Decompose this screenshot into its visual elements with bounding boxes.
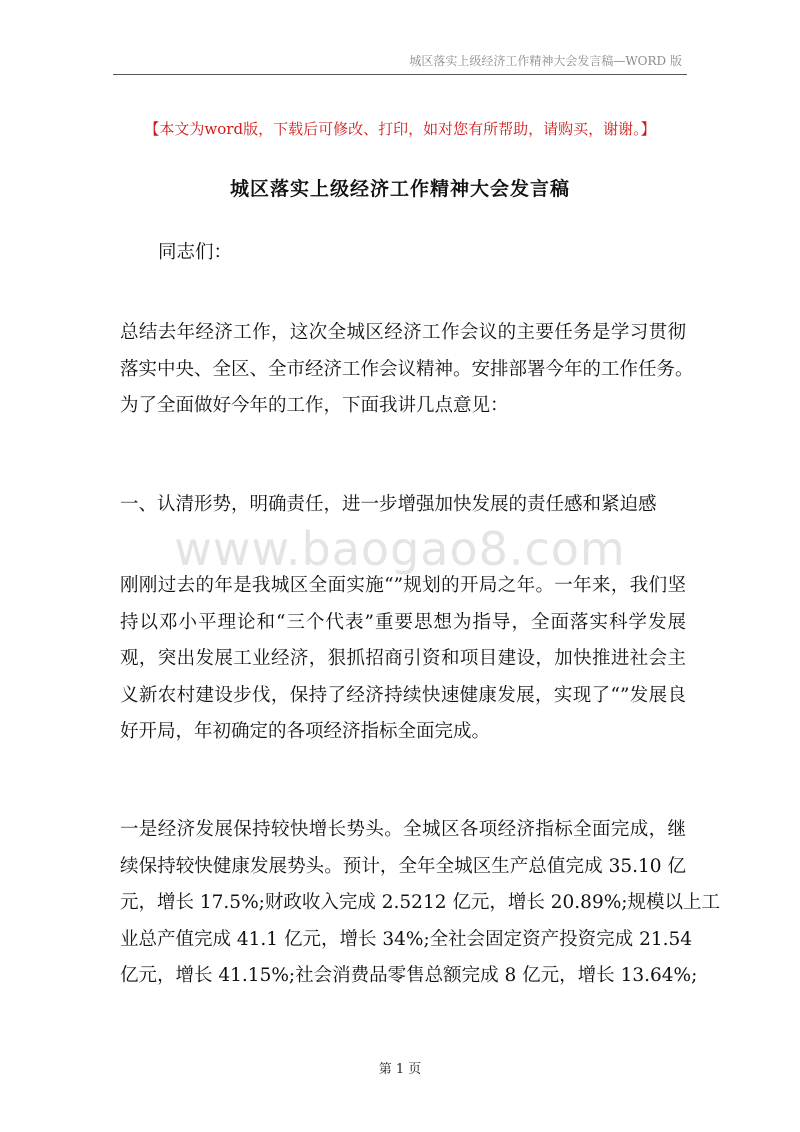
running-header-title: 城区落实上级经济工作精神大会发言稿—WORD 版 [409, 54, 682, 68]
paragraph-line: 义新农村建设步伐，保持了经济持续快速健康发展，实现了“”发展良 [120, 684, 686, 706]
paragraph-line: 刚刚过去的年是我城区全面实施“”规划的开局之年。一年来，我们坚 [120, 575, 686, 596]
purchase-notice: 【本文为word版，下载后可修改、打印，如对您有所帮助，请购买，谢谢。】 [144, 120, 656, 138]
paragraph-line: 亿元，增长 41.15%;社会消费品零售总额完成 8 亿元，增长 13.64%; [120, 965, 698, 986]
paragraph-growth [120, 812, 721, 995]
paragraph-line: 一是经济发展保持较快增长势头。全城区各项经济指标全面完成，继 [120, 819, 686, 840]
header-divider [113, 74, 687, 75]
section-heading-1 [120, 487, 686, 524]
paragraph-line: 持以邓小平理论和“三个代表”重要思想为指导，全面落实科学发展 [120, 611, 686, 633]
document-title: 城区落实上级经济工作精神大会发言稿 [229, 178, 570, 200]
watermark: www.baogao8.com [174, 522, 626, 576]
paragraph-review [120, 568, 686, 751]
paragraph-line: 业总产值完成 41.1 亿元，增长 34%;全社会固定资产投资完成 21.54 [120, 928, 693, 950]
section-heading-text: 一、认清形势，明确责任，进一步增强加快发展的责任感和紧迫感 [120, 494, 657, 515]
greeting: 同志们： [158, 242, 233, 263]
paragraph-line: 为了全面做好今年的工作，下面我讲几点意见： [120, 395, 509, 416]
paragraph-line: 续保持较快健康发展势头。预计，全年全城区生产总值完成 35.10 亿 [120, 855, 686, 877]
paragraph-intro [120, 315, 694, 425]
paragraph-line: 总结去年经济工作，这次全城区经济工作会议的主要任务是学习贯彻 [120, 322, 686, 343]
paragraph-line: 观，突出发展工业经济，狠抓招商引资和项目建设，加快推进社会主 [120, 648, 686, 669]
page-number: 第 1 页 [378, 1062, 422, 1077]
paragraph-line: 元，增长 17.5%;财政收入完成 2.5212 亿元，增长 20.89%;规模以上工 [120, 892, 721, 913]
paragraph-line: 落实中央、全区、全市经济工作会议精神。安排部署今年的工作任务。 [120, 358, 694, 380]
paragraph-line: 好开局，年初确定的各项经济指标全面完成。 [120, 721, 491, 742]
